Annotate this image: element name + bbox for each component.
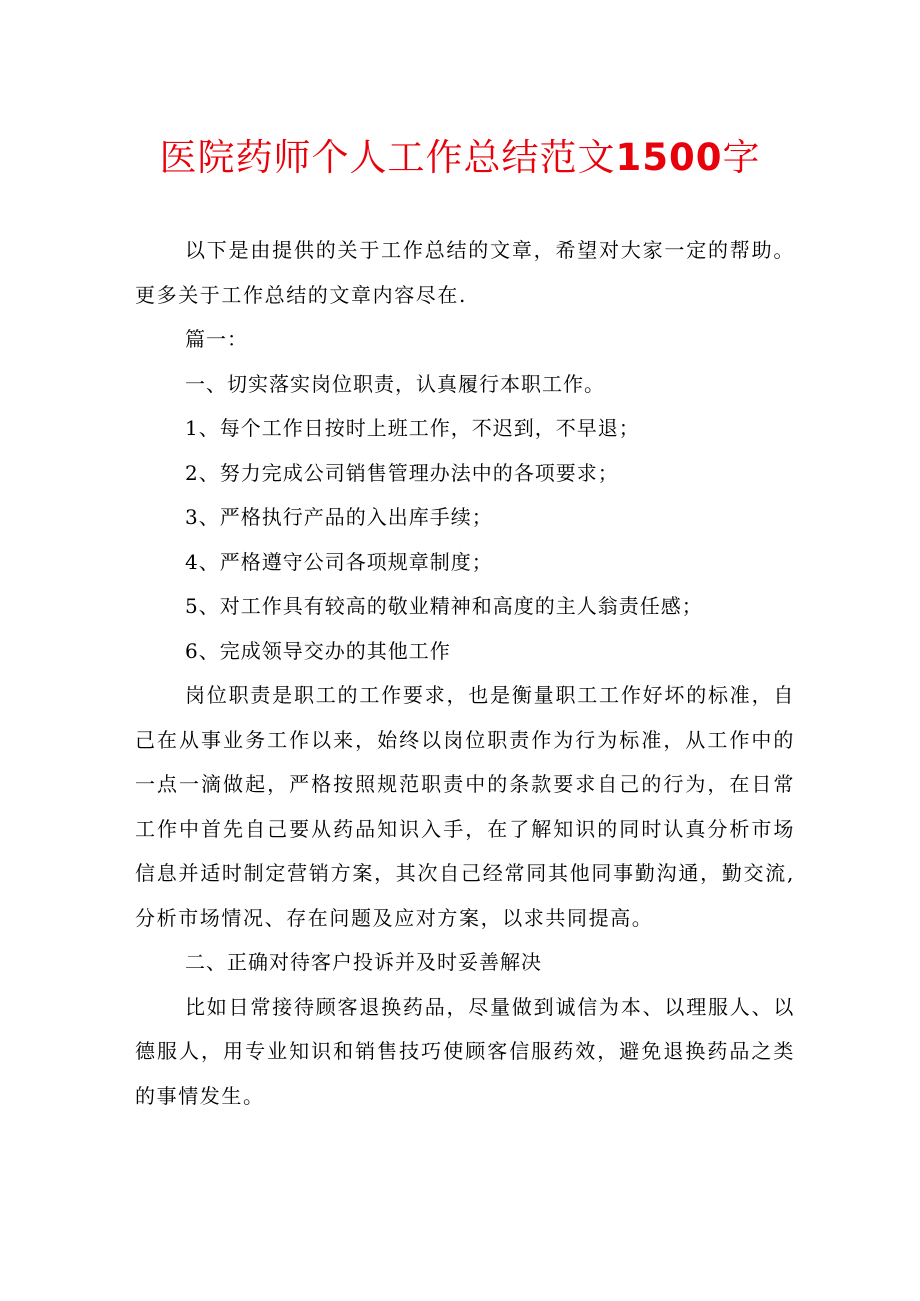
document-title [0,130,920,186]
title-text: 医院药师个人工作总结范文 [159,136,616,179]
list-item-5: 5、对工作具有较高的敬业精神和高度的主人翁责任感； [185,594,703,618]
heading-one: 一、切实落实岗位职责，认真履行本职工作。 [185,371,605,396]
list-item-4: 4、严格遵守公司各项规章制度； [185,549,493,574]
title-suffix: 字 [722,136,761,179]
document-body [135,228,795,1118]
list-item-2: 2、努力完成公司销售管理办法中的各项要求； [185,460,619,485]
intro-paragraph: 以下是由提供的关于工作总结的文章，希望对大家一定的帮助。更多关于工作总结的文章内容尽在. [135,238,795,307]
heading-two: 二、正确对待客户投诉并及时妥善解决 [185,950,542,974]
title-number: 1500 [615,136,723,179]
section-label: 篇一： [185,327,248,351]
list-item-1: 1、每个工作日按时上班工作，不迟到，不早退； [185,416,640,440]
list-item-6: 6、完成领导交办的其他工作 [185,638,451,663]
body-paragraph-duties: 岗位职责是职工的工作要求，也是衡量职工工作好坏的标准，自己在从事业务工作以来，始终以岗位职责作为行为标准，从工作中的一点一滴做起，严格按照规范职责中的条款要求自己的行为，在日常工作中首先自己要从药品知识入手，在了解知识的同时认真分析市场信息并适时制定营销方案，其次自己经常同其他同事勤沟通，勤交流,分析市场情况、存在问题及应对方案，以求共同提高。 [135,683,795,930]
list-item-3: 3、严格执行产品的入出库手续； [185,505,493,529]
body-paragraph-complaints: 比如日常接待顾客退换药品，尽量做到诚信为本、以理服人、以德服人，用专业知识和销售技巧使顾客信服药效，避免退换药品之类的事情发生。 [135,994,795,1108]
